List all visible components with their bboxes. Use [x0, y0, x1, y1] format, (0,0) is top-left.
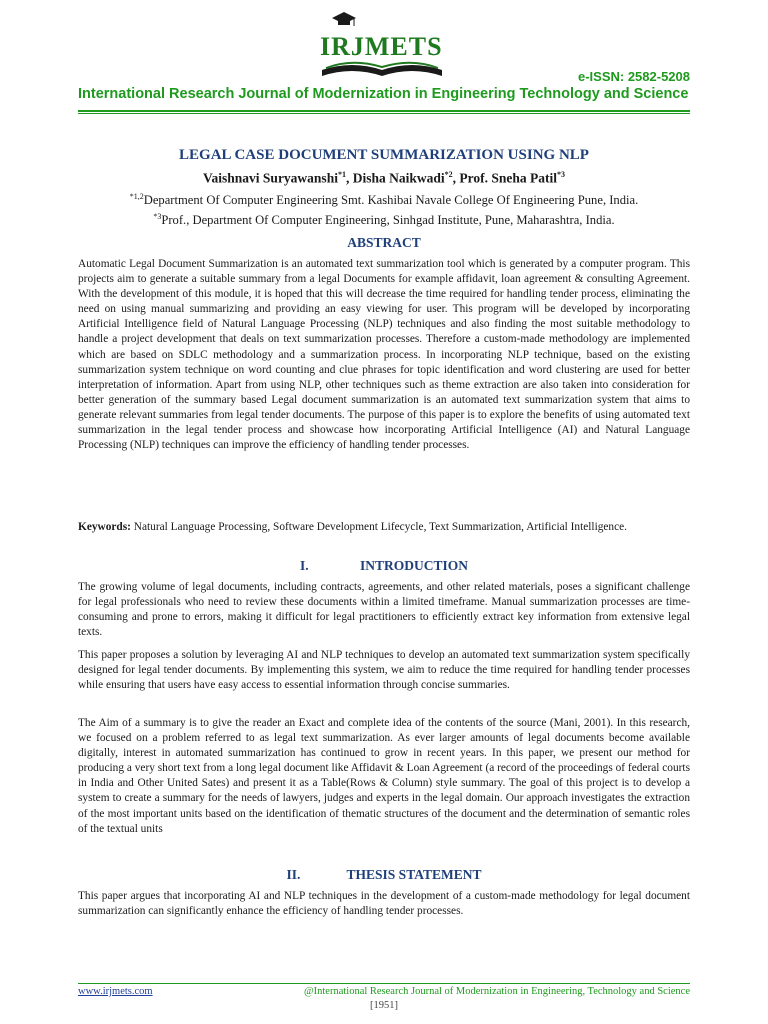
- affiliation: [0, 212, 768, 228]
- keywords-text: Natural Language Processing, Software Development Lifecycle, Text Summarization, Artificial Intelligence.: [133, 521, 628, 533]
- paper-title: LEGAL CASE DOCUMENT SUMMARIZATION USING NLP: [179, 147, 589, 163]
- header-rule-thin: [78, 113, 690, 114]
- affiliation-text: Prof., Department Of Computer Engineering, Sinhgad Institute, Pune, Maharashtra, India.: [161, 213, 615, 228]
- section-heading-thesis-statement: [0, 867, 768, 883]
- paragraph: This paper argues that incorporating AI and NLP techniques in the development of a custom-made methodology for legal document summarization can significantly enhance the efficiency of handling tender processes.: [78, 890, 690, 918]
- logo-text: IRJMETS: [320, 32, 443, 61]
- affiliation: [0, 192, 768, 208]
- page-number: [1951]: [370, 1000, 398, 1011]
- affiliation-text: Department Of Computer Engineering Smt. Kashibai Navale College Of Engineering Pune, India.: [143, 193, 639, 208]
- abstract-text: Automatic Legal Document Summarization is an automated text summarization tool which is generated by a computer program. This projects aim to generate a suitable summary from a legal Documents for example affidavit, loan agreement & consulting Agreement. With the development of this module, it is hoped that this will decrease the time required for handling tender process, eliminating the need on using manual summarizing and providing an easy viewing for user. This program will be developed by incorporating Artificial Intelligence field of Natural Language Processing (NLP) techniques and also finding the most suitable methodology to handle a project development that deals on text summarization processes. Therefore a custom-made methodology are implemented which are based on SDLC methodology and a summarization process. In incorporating NLP technique, based on the existing summarization system technique on word counting and clue phrases for topic identification and word clustering are used for better interpretation of information. Apart from using NLP, other techniques such as theme extraction are also taken into consideration for better generation of the summary based Legal document summarization is an automated text summarization system that aims to generate relevant summaries from legal tender documents. The purpose of this paper is to explore the benefits of using automated text summarization in the legal tender process and showcase how incorporating Artificial Intelligence (AI) and Natural Language Processing (NLP) techniques can improve the efficiency of handling tender processes.: [78, 258, 690, 452]
- section-number: II.: [286, 867, 301, 882]
- paragraph: The growing volume of legal documents, including contracts, agreements, and other related materials, poses a significant challenge for legal professionals who need to review these documents within a limited timeframe. Manual summarization processes are time-consuming and prone to errors, making it difficult for legal practitioners to efficiently extract key information from extensive legal texts.: [78, 581, 690, 639]
- footer-copyright: @International Research Journal of Modernization in Engineering, Technology and Science: [303, 986, 690, 997]
- author-list: Vaishnavi Suryawanshi$^{*1}$, Disha Naikwadi$^{*2}$, Prof. Sneha Patil$^{*3}$: [203, 170, 565, 186]
- section-number: I.: [299, 558, 309, 573]
- author-name: Vaishnavi Suryawanshi: [203, 170, 338, 186]
- section-title: INTRODUCTION: [359, 558, 468, 573]
- journal-name: International Research Journal of Modernization in Engineering Technology and Science: [78, 86, 689, 102]
- paragraph: The Aim of a summary is to give the reader an Exact and complete idea of the contents of the source (Mani, 2001). In this research, we focused on a problem referred to as legal text summarization. As ever larger amounts of legal documents become available digitally, interest in automated summarization has continued to grow in recent years. In this paper, we present our method for producing a very short text from a long legal document like Affidavit & Loan Agreement (a record of the proceedings of federal courts in India and Other United Sates) and present it as a Table(Rows & Column) style summary. The goal of this project is to develop a system to create a summary for the needs of lawyers, judges and experts in the legal domain. Our approach investigates the extraction of the most important units based on the identification of thematic structures of the document and the determination of semantic roles of the textual units: [78, 717, 690, 835]
- affiliation-mark: *3: [153, 212, 162, 221]
- author-mark: *3: [556, 170, 565, 179]
- website-link[interactable]: www.irjmets.com: [78, 986, 153, 997]
- issn: e-ISSN: 2582-5208: [577, 69, 690, 84]
- keywords: [78, 520, 690, 535]
- author-name: Prof. Sneha Patil: [459, 170, 557, 186]
- section-heading-introduction: [0, 558, 768, 574]
- affiliation-mark: *1,2: [129, 192, 144, 201]
- author-name: Disha Naikwadi: [352, 170, 445, 186]
- journal-logo: [316, 12, 450, 82]
- header-rule: [78, 110, 690, 112]
- paragraph: This paper proposes a solution by leveraging AI and NLP techniques to develop an automated text summarization system specifically designed for legal tender documents. By implementing this system, we aim to reduce the time required for handling tender processes while ensuring that users have easy access to essential information through concise summaries.: [78, 649, 690, 692]
- footer-rule: [78, 983, 690, 984]
- section-title: THESIS STATEMENT: [346, 867, 482, 882]
- author-mark: *2: [444, 170, 453, 179]
- abstract-heading: ABSTRACT: [347, 235, 421, 250]
- author-mark: *1: [337, 170, 346, 179]
- keywords-label: Keywords:: [78, 521, 131, 533]
